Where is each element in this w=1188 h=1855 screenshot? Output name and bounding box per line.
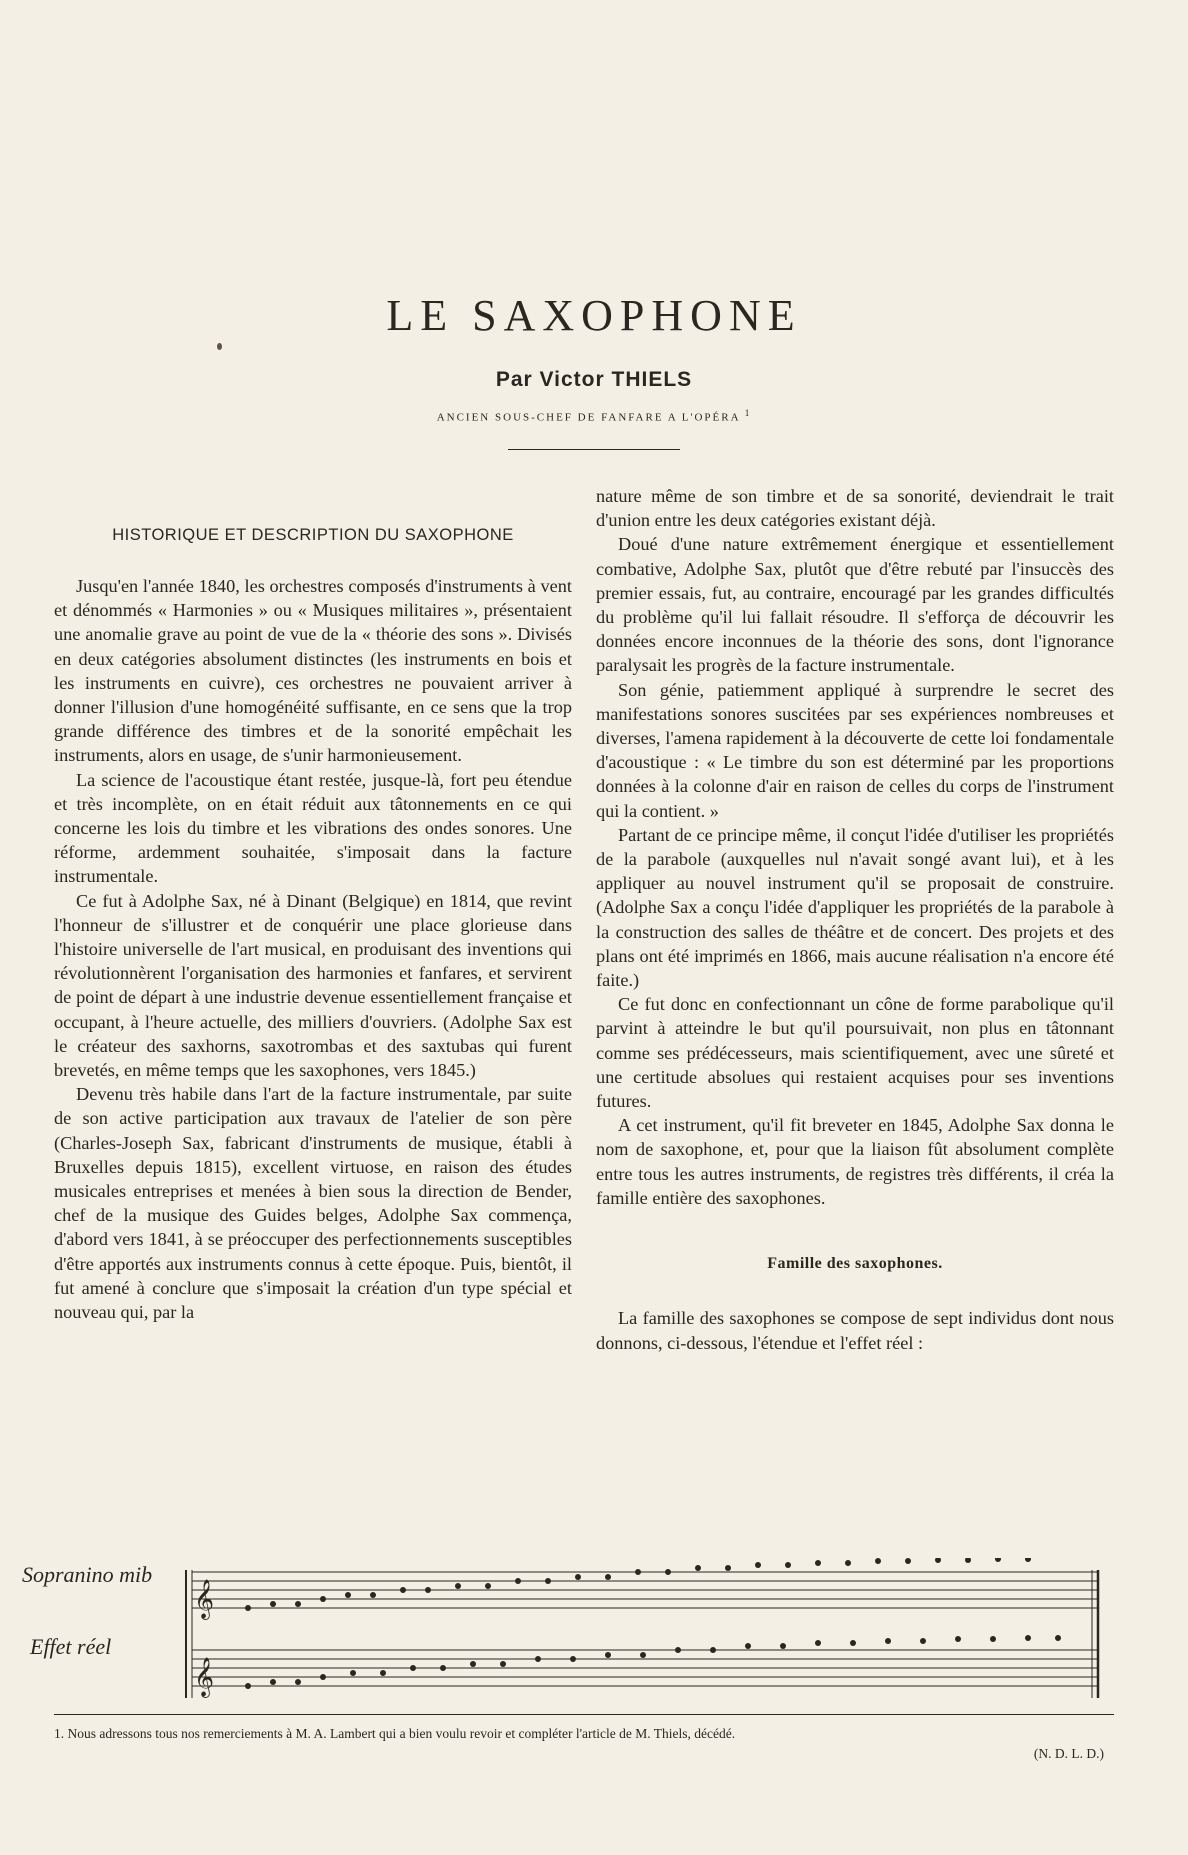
footnote-divider bbox=[54, 1714, 1114, 1715]
paragraph: Ce fut à Adolphe Sax, né à Dinant (Belgique) en 1814, que revint l'honneur de s'illustrer et de conquérir une place glorieuse dans l'histoire universelle de l'art musical, en produisant des inventions qui révolutionnèrent l'organisation des harmonies et fanfares, et servirent de point de départ à une industrie devenue essentiellement française et occupant, à l'heure actuelle, des milliers d'ouvriers. (Adolphe Sax est le créateur des saxhorns, saxotrombas et des saxtubas qui furent brevetés, en même temps que les saxophones, vers 1845.) bbox=[54, 890, 572, 1081]
staff-label-effet-reel: Effet réel bbox=[30, 1634, 112, 1659]
paragraph: La famille des saxophones se compose de sept individus dont nous donnons, ci-dessous, l'étendue et l'effet réel : bbox=[596, 1308, 1114, 1353]
treble-clef-icon: 𝄞 bbox=[194, 1657, 215, 1697]
paragraph: A cet instrument, qu'il fit breveter en 1845, Adolphe Sax donna le nom de saxophone, et, pour que la liaison fût absolument complète entre tous les autres instruments, de registres très différents, il créa la famille entière des saxophones. bbox=[596, 1115, 1114, 1208]
note-glyphs bbox=[245, 1558, 1061, 1689]
music-staves bbox=[18, 1558, 1110, 1704]
left-column bbox=[54, 574, 572, 1324]
footnote-signature: (N. D. L. D.) bbox=[1033, 1746, 1104, 1761]
author-role: ANCIEN SOUS-CHEF DE FANFARE A L'OPÉRA bbox=[436, 411, 740, 424]
paragraph: Son génie, patiemment appliqué à surprendre le secret des manifestations sonores suscitées par ses expériences nombreuses et diverses, l'amena rapidement à la découverte de cette loi fondamentale d'acoustique : « Le timbre du son est déterminé par les proportions données à la colonne d'air en raison de celles du corps de l'instrument qui la contient. » bbox=[596, 679, 1114, 821]
ink-speck bbox=[217, 343, 222, 350]
paragraph: Doué d'une nature extrêmement énergique et essentiellement combative, Adolphe Sax, plutôt que d'être rebuté par l'insuccès des premier essais, fut, au contraire, encouragé par les grandes difficultés du problème qu'il lui fallait résoudre. Il s'efforça de découvrir les données encore inconnues de la théorie des sons, dont l'ignorance paralysait les progrès de la facture instrumentale. bbox=[596, 534, 1114, 676]
footnote-mark: 1 bbox=[744, 408, 752, 418]
music-score bbox=[18, 1558, 1110, 1704]
paragraph: La science de l'acoustique étant restée, jusque-là, fort peu étendue et très incomplète, on en était réduit aux tâtonnements en ce qui concerne les lois du timbre et les vibrations des ondes sonores. Une réforme, ardemment souhaitée, s'imposait dans la facture instrumentale. bbox=[54, 769, 572, 887]
staff-label-sopranino: Sopranino mib bbox=[22, 1562, 153, 1587]
section-heading: HISTORIQUE ET DESCRIPTION DU SAXOPHONE bbox=[112, 526, 514, 544]
right-column bbox=[596, 484, 1114, 1355]
paragraph: Ce fut donc en confectionnant un cône de forme parabolique qu'il parvint à atteindre le but qu'il poursuivait, non plus en tâtonnant comme ses prédécesseurs, mais scientifiquement, avec une sûreté et une certitude absolues qui restaient acquises pour ses inventions futures. bbox=[596, 994, 1114, 1112]
paragraph: Devenu très habile dans l'art de la facture instrumentale, par suite de son active participation aux travaux de l'atelier de son père (Charles-Joseph Sax, fabricant d'instruments de musique, établi à Bruxelles depuis 1815), excellent virtuose, en raison des études musicales entreprises et menées à bien sous la direction de Bender, chef de la musique des Guides belges, Adolphe Sax commença, d'abord vers 1841, à se préoccuper des perfectionnements susceptibles d'être apportés aux instruments connus à cette époque. Puis, bientôt, il fut amené à conclure que s'imposait la création d'un type spécial et nouveau qui, par la bbox=[54, 1084, 572, 1323]
footnote bbox=[54, 1724, 1114, 1764]
paragraph: Partant de ce principe même, il conçut l'idée d'utiliser les propriétés de la parabole (auxquelles nul n'avait songé avant lui), et à les appliquer au nouvel instrument qu'il se proposait de construire. (Adolphe Sax a conçu l'idée d'appliquer les propriétés de la parabole à la construction des salles de théâtre et de concert. Des projets et des plans ont été imprimés en 1866, mais aucune réalisation n'a encore été faite.) bbox=[596, 824, 1114, 991]
title-divider bbox=[508, 449, 680, 450]
paragraph: Jusqu'en l'année 1840, les orchestres composés d'instruments à vent et dénommés « Harmonies » ou « Musiques militaires », présentaient une anomalie grave au point de vue de la « théorie des sons ». Divisés en deux catégories absolument distinctes (les instruments en bois et les instruments en cuivre), ces orchestres ne pouvaient arriver à donner l'illusion d'une homogénéité suffisante, en ce sens que la trop grande différence des timbres et de la sonorité empêchait les instruments, alors en usage, de s'unir harmonieusement. bbox=[54, 576, 572, 766]
paragraph: nature même de son timbre et de sa sonorité, deviendrait le trait d'union entre les deux catégories existant déjà. bbox=[596, 486, 1114, 531]
article-title: LE SAXOPHONE bbox=[386, 291, 802, 340]
author-byline: Par Victor THIELS bbox=[495, 368, 693, 391]
sub-heading: Famille des saxophones. bbox=[767, 1255, 943, 1273]
treble-clef-icon: 𝄞 bbox=[194, 1579, 215, 1619]
author-subtitle bbox=[0, 408, 1188, 424]
footnote-text: 1. Nous adressons tous nos remerciements à M. A. Lambert qui a bien voulu revoir et compléter l'article de M. Thiels, décédé. bbox=[54, 1726, 736, 1741]
